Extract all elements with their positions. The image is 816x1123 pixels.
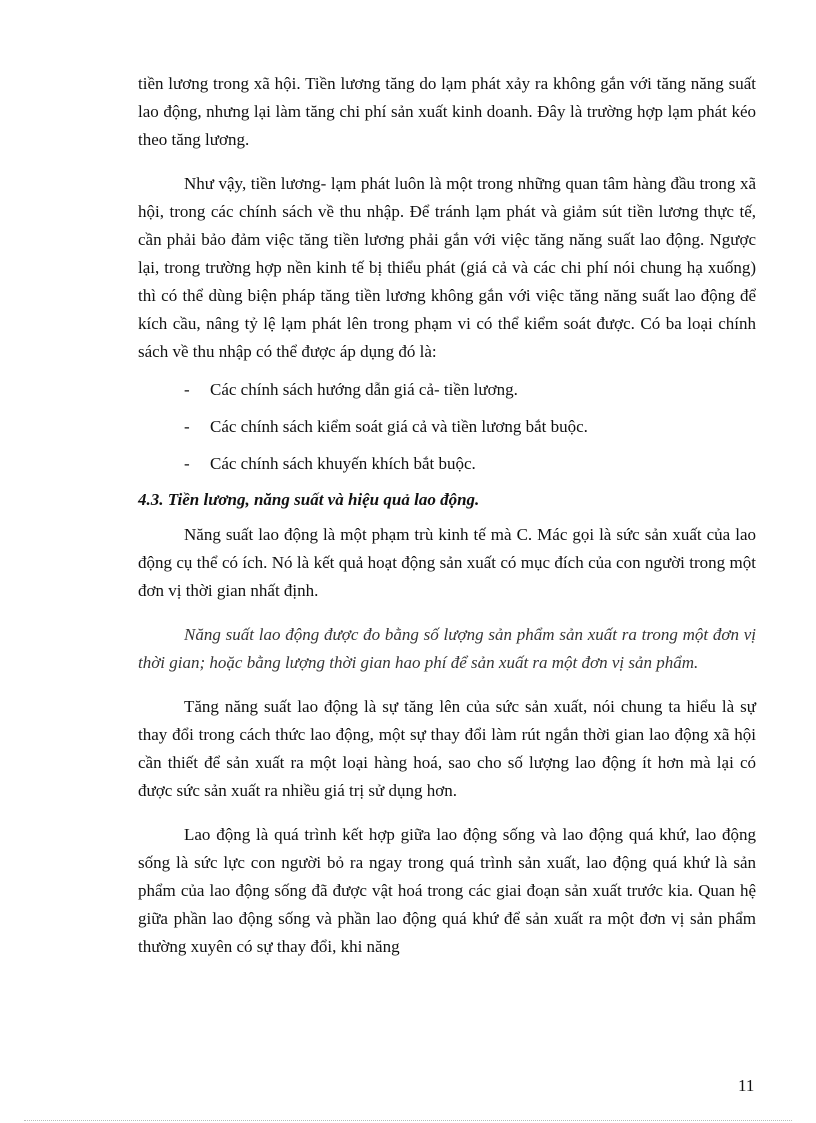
policy-list	[138, 376, 756, 478]
paragraph-inflation-policy: Như vậy, tiền lương- lạm phát luôn là một trong những quan tâm hàng đầu trong xã hội, trong các chính sách về thu nhập. Để tránh lạm phát và giảm sút tiền lương thực tế, cần phải bảo đảm việc tăng tiền lương phải gắn với việc tăng năng suất lao động. Ngược lại, trong trường hợp nền kinh tế bị thiểu phát (giá cả và các chi phí nói chung hạ xuống) thì có thể dùng biện pháp tăng tiền lương không gắn với việc tăng năng suất lao động để kích cầu, nâng tỷ lệ lạm phát lên trong phạm vi có thể kiểm soát được. Có ba loại chính sách về thu nhập có thể được áp dụng đó là:	[138, 174, 756, 361]
list-item	[138, 376, 756, 404]
list-item	[138, 450, 756, 478]
paragraph-productivity-increase: Tăng năng suất lao động là sự tăng lên của sức sản xuất, nói chung ta hiểu là sự thay đổi trong cách thức lao động, một sự thay đổi làm rút ngắn thời gian lao động xã hội cần thiết để sản xuất ra một loại hàng hoá, sao cho số lượng lao động ít hơn mà lại có được sức sản xuất ra nhiều giá trị sử dụng hơn.	[138, 697, 756, 800]
footer-divider	[24, 1120, 792, 1121]
list-item-text: Các chính sách hướng dẫn giá cả- tiền lương.	[210, 380, 518, 399]
document-page	[138, 70, 756, 961]
paragraph-continuation: tiền lương trong xã hội. Tiền lương tăng do lạm phát xảy ra không gắn với tăng năng suất lao động, nhưng lại làm tăng chi phí sản xuất kinh doanh. Đây là trường hợp lạm phát kéo theo tăng lương.	[138, 74, 756, 149]
section-heading: 4.3. Tiền lương, năng suất và hiệu quả lao động.	[138, 490, 480, 509]
list-dash: -	[184, 417, 190, 436]
list-item	[138, 413, 756, 441]
paragraph-italic-definition: Năng suất lao động được đo bằng số lượng sản phẩm sản xuất ra trong một đơn vị thời gian; hoặc bằng lượng thời gian hao phí để sản xuất ra một đơn vị sản phẩm.	[138, 625, 756, 672]
page-number: 11	[738, 1076, 755, 1095]
paragraph-productivity-definition: Năng suất lao động là một phạm trù kinh tế mà C. Mác gọi là sức sản xuất của lao động cụ thể có ích. Nó là kết quả hoạt động sản xuất có mục đích của con người trong một đơn vị thời gian nhất định.	[138, 525, 756, 600]
list-item-text: Các chính sách khuyến khích bắt buộc.	[210, 454, 476, 473]
list-item-text: Các chính sách kiểm soát giá cả và tiền lương bắt buộc.	[210, 417, 588, 436]
list-dash: -	[184, 454, 190, 473]
list-dash: -	[184, 380, 190, 399]
paragraph-labor-process: Lao động là quá trình kết hợp giữa lao động sống và lao động quá khứ, lao động sống là sức lực con người bỏ ra ngay trong quá trình sản xuất, lao động quá khứ là sản phẩm của lao động sống đã được vật hoá trong các giai đoạn sản xuất trước kia. Quan hệ giữa phần lao động sống và phần lao động quá khứ để sản xuất ra một đơn vị sản phẩm thường xuyên có sự thay đổi, khi năng	[138, 825, 756, 956]
